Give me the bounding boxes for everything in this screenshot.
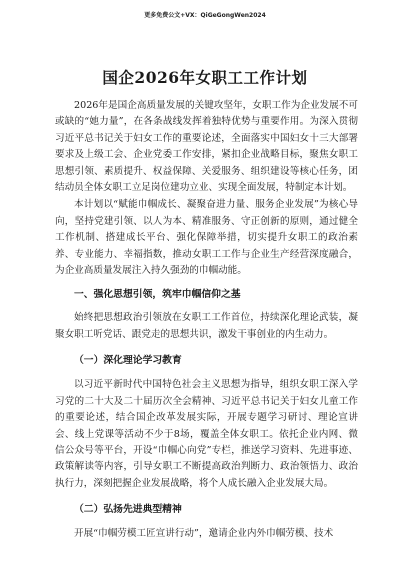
subsection-1-paragraph: 以习近平新时代中国特色社会主义思想为指导，组织女职工深入学习党的二十大及二十届历次全会精神、习近平总书记关于妇女儿童工作的重要论述，结合国企改革发展实际，开展专题学习研讨、理论宣讲会、线上党课等活动不少于8场，覆盖全体女职工。依托企业内网、微信公众号等平台，开设“巾帼心向党”专栏，推送学习资料、先进事迹、政策解读等内容，引导女职工不断提高政治判断力、政治领悟力、政治执行力，深刻把握企业发展战略，将个人成长融入企业发展大局。 (55, 379, 358, 489)
page-title: 国企2026年女职工工作计划 (102, 68, 308, 87)
document-body (55, 98, 358, 544)
intro-paragraph-1: 2026年是国企高质量发展的关键攻坚年，女职工作为企业发展不可或缺的“她力量”，在各条战线发挥着独特优势与重要作用。为深入贯彻习近平总书记关于妇女工作的重要论述，全面落实中国妇女十三大部署要求及上级工会、企业党委工作安排，紧扣企业战略目标，聚焦女职工思想引领、素质提升、权益保障、关爱服务、组织建设等核心任务，团结动员全体女职工立足岗位建功立业、实现全面发展，特制定本计划。 (55, 100, 358, 194)
header-note: 更多免费公文+VX：QiGeGongWen2024 (144, 12, 266, 19)
subsection-heading-1: （一）深化理论学习教育 (74, 355, 182, 367)
section-heading-1: 一、强化思想引领，筑牢巾帼信仰之基 (74, 289, 241, 301)
intro-paragraph-2: 本计划以“赋能巾帼成长、凝聚奋进力量、服务企业发展”为核心导向，坚持党建引领、以人为本、精准服务、守正创新的原则，通过健全工作机制、搭建成长平台、强化保障举措，切实提升女职工的政治素养、专业能力、幸福指数，推动女职工工作与企业生产经营深度融合，为企业高质量发展注入持久强劲的巾帼动能。 (55, 199, 358, 277)
subsection-heading-2: （二）弘扬先进典型精神 (74, 504, 182, 516)
section-1-intro: 始终把思想政治引领放在女职工工作首位，持续深化理论武装，凝聚女职工听党话、跟党走的思想共识，激发干事创业的内生动力。 (55, 312, 358, 340)
subsection-2-paragraph: 开展“巾帼劳模工匠宣讲行动”，邀请企业内外巾帼劳模、技术 (74, 528, 334, 540)
